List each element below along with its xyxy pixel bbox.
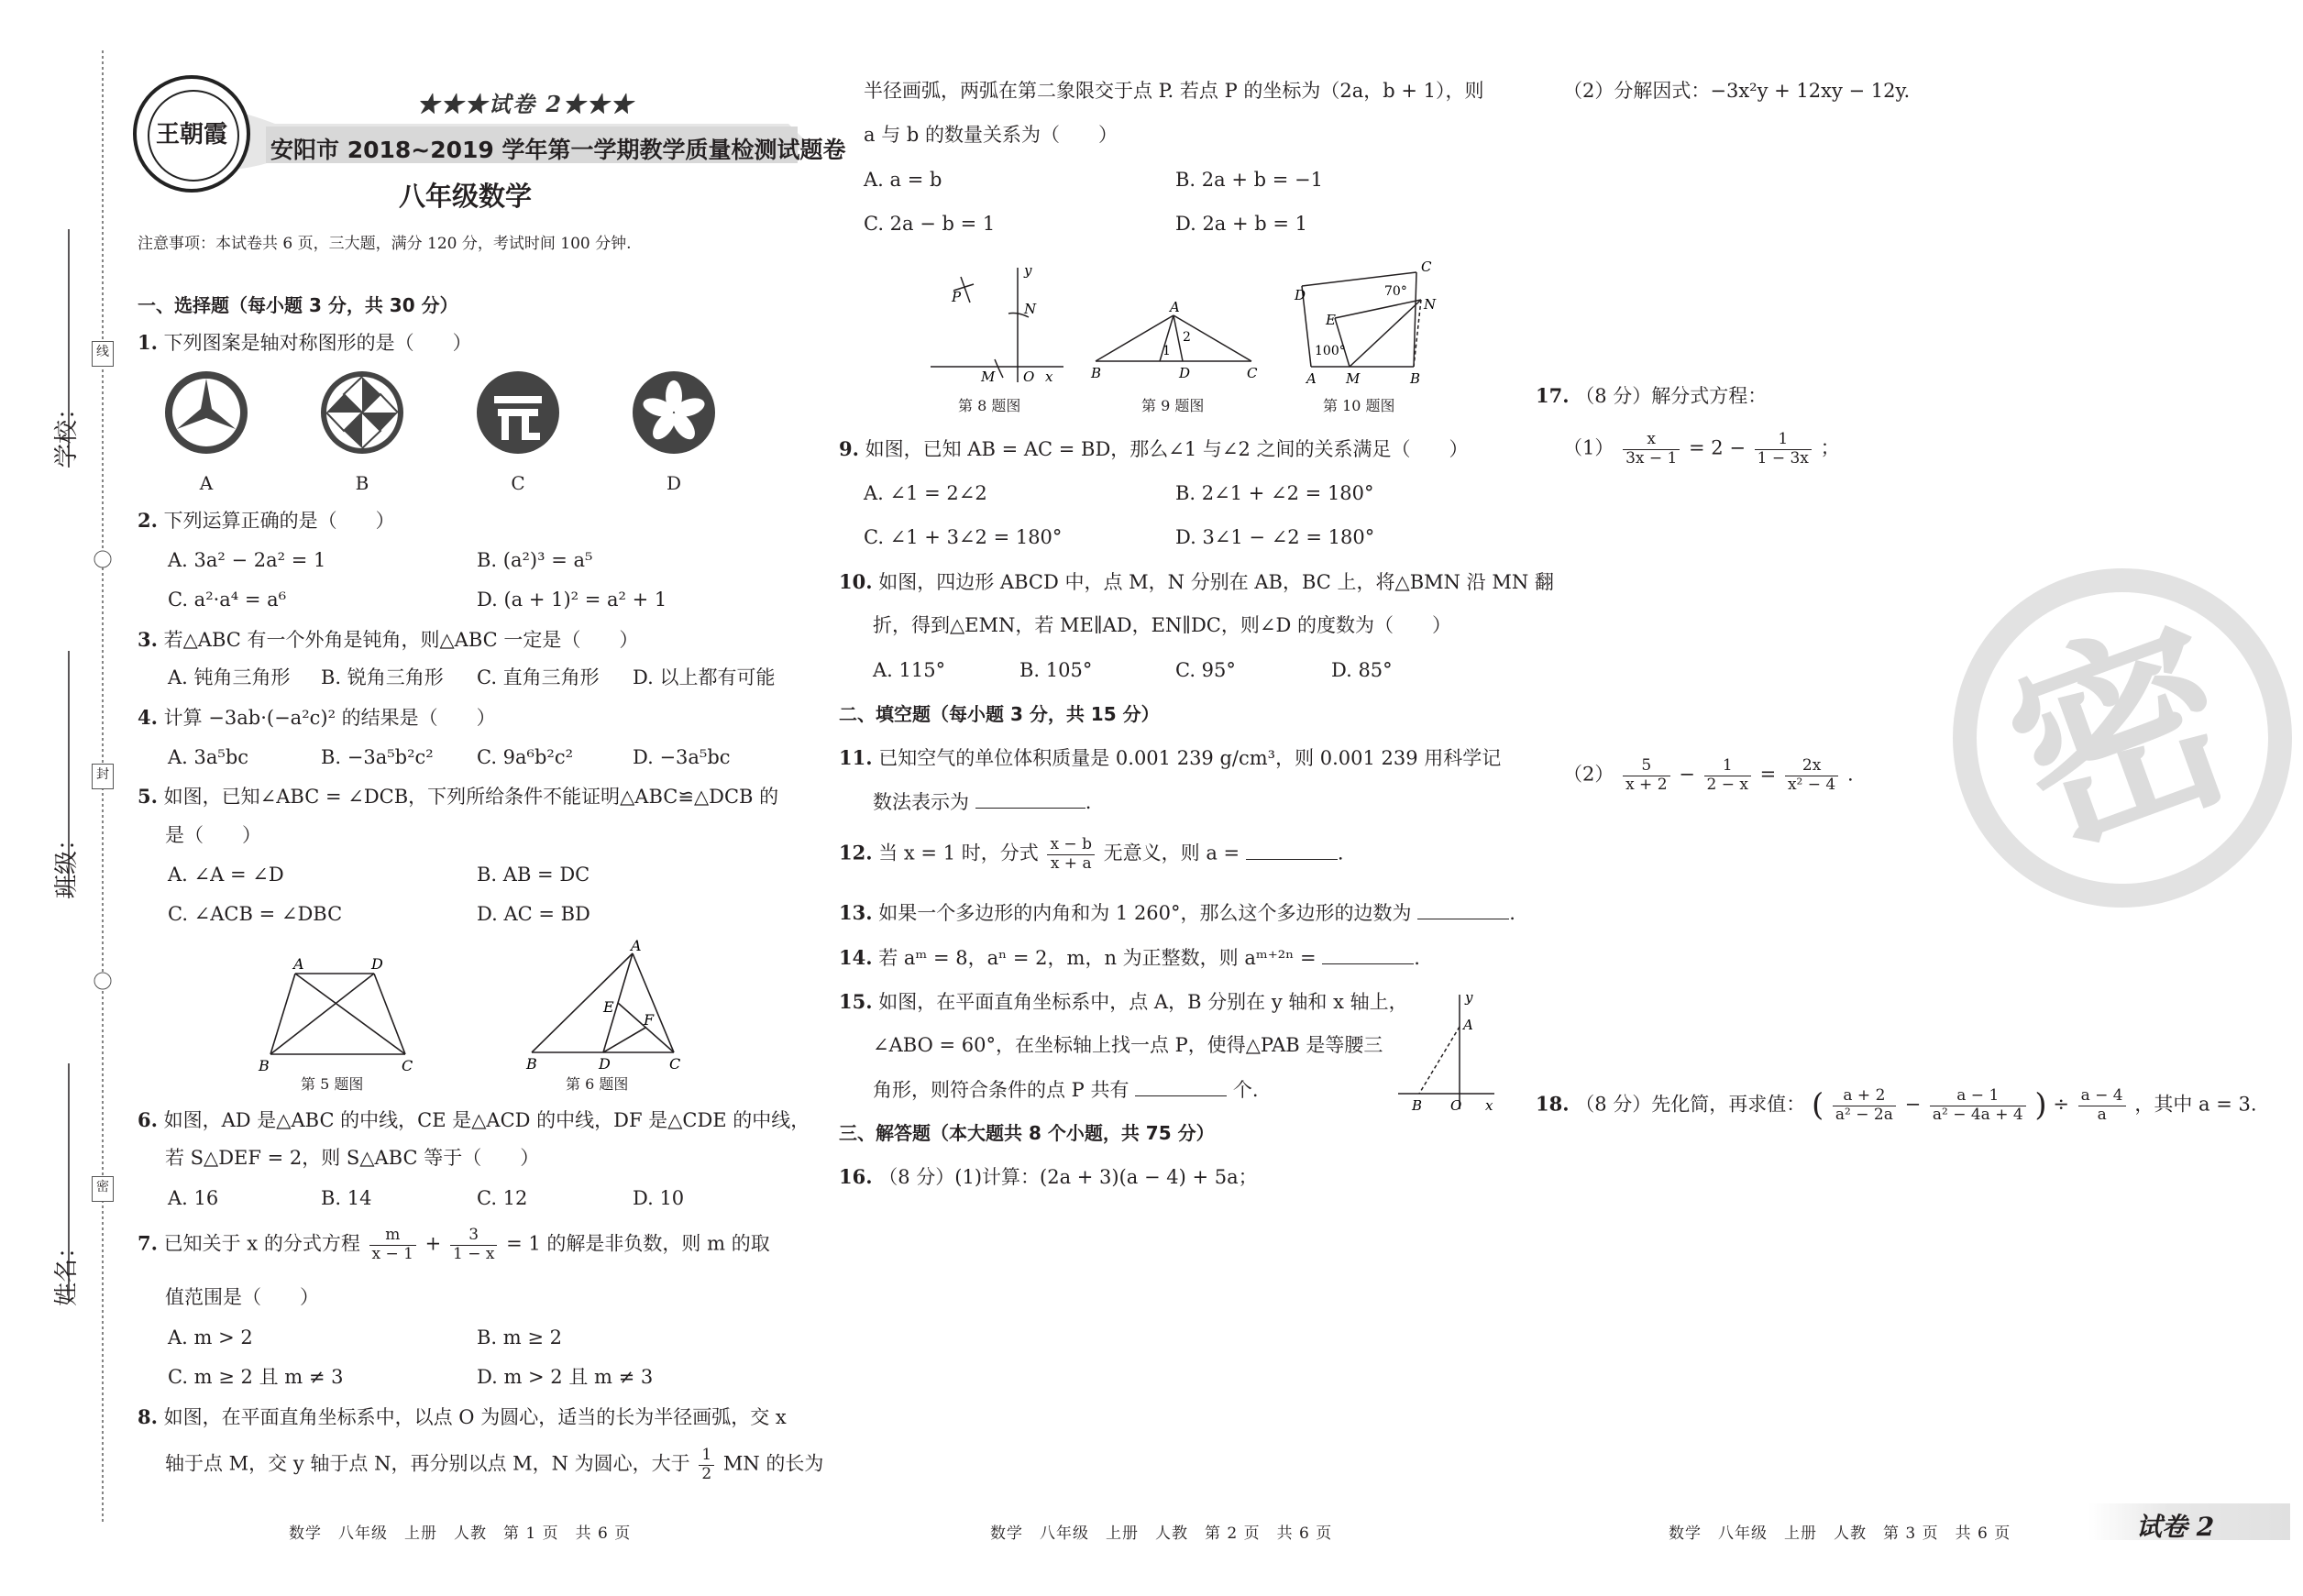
q5-option-b: B. AB = DC <box>477 864 590 886</box>
q5-option-d: D. AC = BD <box>477 903 590 925</box>
fig9-label-2: 2 <box>1183 330 1191 345</box>
fig9-label-d: D <box>1179 365 1191 381</box>
figure-8 <box>931 268 1063 382</box>
figure-15 <box>1394 985 1504 1123</box>
q3-option-c: C. 直角三角形 <box>477 666 600 688</box>
q6-option-c: C. 12 <box>477 1187 528 1209</box>
question-16: 16. （8 分）(1)计算：(2a + 3)(a − 4) + 5a； <box>839 1165 1258 1188</box>
question-12: 12. 当 x = 1 时，分式 $\frac{x - b}{x + a}$ 无意义，则 a = . <box>839 835 1344 873</box>
question-6: 6. 如图，AD 是△ABC 的中线，CE 是△ACD 的中线，DF 是△CDE 的中线， <box>138 1108 810 1131</box>
figure-5-6 <box>248 937 688 1091</box>
fig15-label-o: O <box>1450 1097 1462 1114</box>
name-label: 姓名： <box>53 1234 81 1306</box>
q3-option-a: A. 钝角三角形 <box>168 666 291 688</box>
question-17-part-2: （2） $\frac{5}{x + 2}$ − $\frac{1}{2 - x}$ = $\frac{2x}{\text{x² − 4}}$ . <box>1563 756 1854 794</box>
figure-5 <box>270 974 405 1054</box>
q7-fraction-1: $\frac{m}{x - 1}$ <box>369 1227 416 1263</box>
fig9-label-c: C <box>1247 365 1258 381</box>
fig10-label-e: E <box>1326 312 1336 328</box>
fig5-label-b: B <box>259 1057 270 1074</box>
fig6-label-d: D <box>599 1055 611 1073</box>
fig8-label-m: M <box>981 369 996 385</box>
binding-mark-line: 线 <box>92 341 114 367</box>
question-5-cont: 是（ ） <box>165 824 261 846</box>
footer-page-1: 数学 八年级 上册 人教 第 1 页 共 6 页 <box>289 1524 632 1543</box>
question-15: 15. 如图，在平面直角坐标系中，点 A，B 分别在 y 轴和 x 轴上， <box>839 990 1408 1013</box>
fig6-caption: 第 6 题图 <box>566 1075 629 1093</box>
question-18: 18. （8 分）先化简，再求值： ( $\frac{a + 2}{\text{a² − 2a}}$ − $\frac{a - 1}{\text{a² − 4a + 4}}$ ) ÷ $\frac{a - 4}{a}$ ，其中 a = 3. <box>1536 1086 2257 1124</box>
binding-margin <box>0 0 119 1596</box>
stamp-text: 密 <box>1981 587 2264 890</box>
section-2-heading: 二、填空题（每小题 3 分，共 15 分） <box>839 703 1160 725</box>
fig8-label-n: N <box>1024 301 1037 317</box>
question-6-cont: 若 S△DEF = 2，则 S△ABC 等于（ ） <box>165 1147 540 1169</box>
binding-line <box>0 0 119 1596</box>
fig10-label-d: D <box>1295 287 1306 303</box>
question-8-line2: 轴于点 M，交 y 轴于点 N，再分别以点 M，N 为圆心，大于 $\frac{1}{2}$ MN 的长为 <box>165 1446 824 1483</box>
exam-notice: 注意事项：本试卷共 6 页，三大题，满分 120 分，考试时间 100 分钟. <box>138 235 632 253</box>
q10-option-c: C. 95° <box>1175 659 1236 681</box>
fig5-label-c: C <box>402 1057 413 1074</box>
q3-option-b: B. 锐角三角形 <box>321 666 444 688</box>
logo-seal <box>133 75 250 193</box>
question-14: 14. 若 aᵐ = 8，aⁿ = 2，m，n 为正整数，则 aᵐ⁺²ⁿ = . <box>839 946 1420 969</box>
fig10-caption: 第 10 题图 <box>1323 397 1395 414</box>
question-1: 1. 下列图案是轴对称图形的是（ ） <box>138 331 472 354</box>
fig8-label-x: x <box>1045 369 1053 385</box>
question-5: 5. 如图，已知∠ABC = ∠DCB，下列所给条件不能证明△ABC≌△DCB 的 <box>138 785 779 808</box>
pattern-c-icon <box>477 371 559 454</box>
q1-label-c: C <box>511 472 525 494</box>
q12-answer-blank[interactable] <box>1246 842 1338 860</box>
section-1-heading: 一、选择题（每小题 3 分，共 30 分） <box>138 294 458 316</box>
q10-option-a: A. 115° <box>873 659 946 681</box>
q9-option-b: B. 2∠1 + ∠2 = 180° <box>1175 482 1374 504</box>
fig10-label-a: A <box>1306 370 1317 387</box>
question-15-cont: ∠ABO = 60°，在坐标轴上找一点 P，使得△PAB 是等腰三 <box>873 1034 1383 1056</box>
question-9: 9. 如图，已知 AB = AC = BD，那么∠1 与∠2 之间的关系满足（ ） <box>839 437 1469 460</box>
school-label: 学校： <box>53 395 81 468</box>
question-15-cont2: 角形，则符合条件的点 P 共有 个. <box>873 1079 1259 1101</box>
q4-option-a: A. 3a⁵bc <box>168 746 249 768</box>
q8-option-a: A. a = b <box>864 169 942 191</box>
question-8: 8. 如图，在平面直角坐标系中，以点 O 为圆心，适当的长为半径画弧，交 x <box>138 1405 787 1428</box>
fig10-label-n: N <box>1424 296 1437 313</box>
fig9-caption: 第 9 题图 <box>1141 397 1205 414</box>
fig6-label-c: C <box>669 1055 681 1073</box>
q6-option-d: D. 10 <box>633 1187 685 1209</box>
q8-fraction-half: $\frac{1}{2}$ <box>699 1447 714 1483</box>
class-label: 班级： <box>53 826 81 898</box>
q9-option-d: D. 3∠1 − ∠2 = 180° <box>1175 526 1375 548</box>
fig10-label-100: 100° <box>1315 344 1346 358</box>
q7-option-c: C. m ≥ 2 且 m ≠ 3 <box>168 1366 344 1388</box>
secret-stamp <box>1953 568 2292 908</box>
question-7: 7. 已知关于 x 的分式方程 $\frac{m}{x - 1}$ + $\frac{3}{1 - x}$ = 1 的解是非负数，则 m 的取 <box>138 1226 770 1263</box>
q2-option-a: A. 3a² − 2a² = 1 <box>168 549 326 571</box>
exam-banner: ★★★试卷 2★★★ <box>417 91 635 117</box>
q4-option-b: B. −3a⁵b²c² <box>321 746 434 768</box>
q2-option-c: C. a²·a⁴ = a⁶ <box>168 589 287 611</box>
pattern-a-icon <box>165 371 248 454</box>
fig8-label-o: O <box>1023 369 1035 385</box>
q13-answer-blank[interactable] <box>1417 902 1509 919</box>
question-16-part-2: （2）分解因式：−3x²y + 12xy − 12y. <box>1563 80 1911 102</box>
footer-tag: 试卷 2 <box>2136 1512 2215 1542</box>
fig10-label-m: M <box>1346 370 1361 387</box>
question-17: 17. （8 分）解分式方程： <box>1536 384 1768 407</box>
figure-9 <box>1096 315 1251 361</box>
fig6-label-b: B <box>526 1055 537 1073</box>
question-3: 3. 若△ABC 有一个外角是钝角，则△ABC 一定是（ ） <box>138 628 639 651</box>
q1-label-d: D <box>666 472 682 494</box>
q5-option-a: A. ∠A = ∠D <box>168 864 284 886</box>
q3-option-d: D. 以上都有可能 <box>633 666 776 688</box>
fig6-label-f: F <box>644 1011 655 1029</box>
fig10-label-b: B <box>1410 370 1421 387</box>
fig10-label-70: 70° <box>1384 284 1407 299</box>
question-17-part-1: （1） $\frac{x}{3x - 1}$ = 2 − $\frac{1}{1 - 3x}$ ； <box>1563 430 1840 468</box>
fig10-label-c: C <box>1421 259 1432 275</box>
question-11: 11. 已知空气的单位体积质量是 0.001 239 g/cm³，则 0.001 239 用科学记 <box>839 746 1502 769</box>
figures-8-9-10 <box>926 259 1458 396</box>
fig8-label-p: P <box>952 289 962 305</box>
q15-answer-blank[interactable] <box>1135 1079 1227 1096</box>
q8-option-d: D. 2a + b = 1 <box>1175 213 1308 235</box>
fig8-caption: 第 8 题图 <box>958 397 1021 414</box>
q8-option-b: B. 2a + b = −1 <box>1175 169 1323 191</box>
question-7-cont: 值范围是（ ） <box>165 1286 319 1308</box>
fig9-label-1: 1 <box>1163 344 1171 358</box>
exam-title: 安阳市 2018~2019 学年第一学期教学质量检测试题卷 <box>270 137 846 163</box>
footer-page-3: 数学 八年级 上册 人教 第 3 页 共 6 页 <box>1669 1524 2011 1543</box>
fig6-label-e: E <box>603 998 614 1016</box>
binding-mark-secret: 密 <box>92 1176 114 1202</box>
q7-option-b: B. m ≥ 2 <box>477 1326 563 1348</box>
q6-option-a: A. 16 <box>168 1187 219 1209</box>
fig9-label-b: B <box>1091 365 1102 381</box>
q4-option-d: D. −3a⁵bc <box>633 746 731 768</box>
q10-option-d: D. 85° <box>1331 659 1393 681</box>
q12-fraction: $\frac{x - b}{x + a}$ <box>1047 836 1095 873</box>
question-10-cont: 折，得到△EMN，若 ME∥AD，EN∥DC，则∠D 的度数为（ ） <box>873 614 1451 636</box>
footer-page-2: 数学 八年级 上册 人教 第 2 页 共 6 页 <box>990 1524 1333 1543</box>
q1-patterns <box>156 365 743 466</box>
fig15-label-a: A <box>1463 1017 1473 1033</box>
pattern-d-icon <box>633 371 715 454</box>
fig15-label-b: B <box>1412 1097 1423 1114</box>
q1-label-a: A <box>199 472 214 494</box>
q7-option-a: A. m > 2 <box>168 1326 253 1348</box>
fig9-label-a: A <box>1170 299 1180 315</box>
fig5-label-a: A <box>293 955 304 973</box>
q8-option-c: C. 2a − b = 1 <box>864 213 996 235</box>
q9-option-c: C. ∠1 + 3∠2 = 180° <box>864 526 1063 548</box>
pattern-b-icon <box>321 371 403 454</box>
question-8-line4: a 与 b 的数量关系为（ ） <box>864 124 1118 146</box>
q10-option-b: B. 105° <box>1019 659 1093 681</box>
section-3-heading: 三、解答题（本大题共 8 个小题，共 75 分） <box>839 1122 1215 1144</box>
question-8-line3: 半径画弧，两弧在第二象限交于点 P. 若点 P 的坐标为（2a，b + 1），则 <box>864 80 1484 102</box>
binding-mark-seal: 封 <box>92 764 114 789</box>
fig15-label-y: y <box>1465 989 1473 1006</box>
q14-answer-blank[interactable] <box>1322 947 1414 964</box>
question-2: 2. 下列运算正确的是（ ） <box>138 509 395 532</box>
q1-label-b: B <box>355 472 369 494</box>
q9-option-a: A. ∠1 = 2∠2 <box>864 482 987 504</box>
fig15-label-x: x <box>1485 1097 1493 1114</box>
q7-option-d: D. m > 2 且 m ≠ 3 <box>477 1366 654 1388</box>
q2-option-d: D. (a + 1)² = a² + 1 <box>477 589 667 611</box>
question-10: 10. 如图，四边形 ABCD 中，点 M，N 分别在 AB，BC 上，将△BMN 沿 MN 翻 <box>839 570 1554 593</box>
q11-answer-blank[interactable] <box>975 791 1085 809</box>
question-4: 4. 计算 −3ab·(−a²c)² 的结果是（ ） <box>138 706 496 729</box>
q4-option-c: C. 9a⁶b²c² <box>477 746 574 768</box>
question-13: 13. 如果一个多边形的内角和为 1 260°，那么这个多边形的边数为 . <box>839 901 1515 924</box>
question-11-cont: 数法表示为 . <box>873 791 1092 813</box>
q5-option-c: C. ∠ACB = ∠DBC <box>168 903 343 925</box>
q2-option-b: B. (a²)³ = a⁵ <box>477 549 593 571</box>
q7-fraction-2: $\frac{3}{1 - x}$ <box>450 1227 497 1263</box>
subject-title: 八年级数学 <box>399 181 533 212</box>
q6-option-b: B. 14 <box>321 1187 372 1209</box>
fig5-label-d: D <box>371 955 383 973</box>
logo-text: 王朝霞 <box>155 121 227 149</box>
fig6-label-a: A <box>631 937 642 954</box>
fig8-label-y: y <box>1024 262 1032 279</box>
fig5-caption: 第 5 题图 <box>301 1075 364 1093</box>
